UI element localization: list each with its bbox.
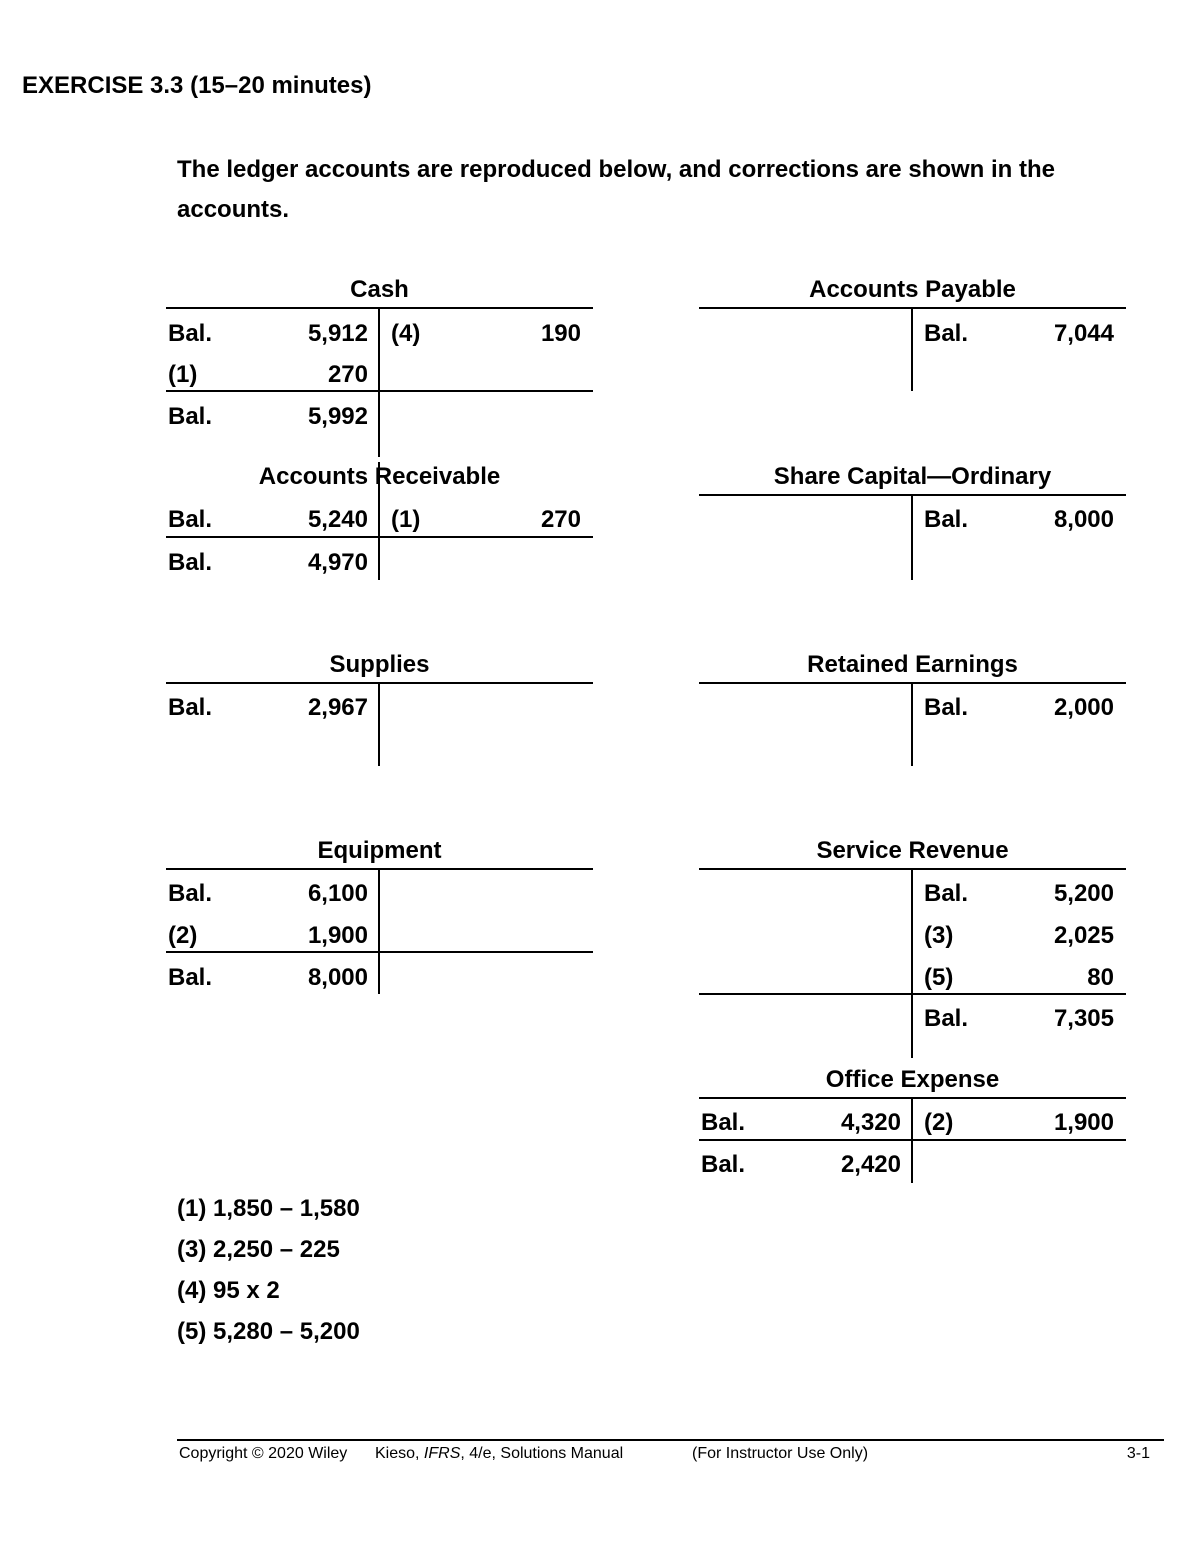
calculation-notes [177, 1188, 360, 1352]
account-title: Supplies [329, 651, 430, 678]
balance-amount: 7,305 [1053, 1005, 1114, 1032]
account-title: Service Revenue [816, 837, 1009, 864]
balance-label: Bal. [924, 1005, 969, 1032]
balance-amount: 4,970 [307, 549, 368, 576]
footer-copyright: Copyright © 2020 Wiley [179, 1445, 348, 1462]
debit-label: (1) [168, 361, 198, 388]
credit-amount: 80 [1087, 964, 1114, 991]
note-line: (4) 95 x 2 [177, 1277, 280, 1304]
t-account-accounts-payable [699, 275, 1126, 393]
t-account-service-revenue [699, 836, 1126, 1060]
t-account-retained-earnings [699, 650, 1126, 768]
debit-amount: 5,912 [307, 320, 368, 347]
credit-amount: 190 [540, 320, 581, 347]
debit-amount: 5,240 [307, 506, 368, 533]
footer-book-edition: , 4/e, Solutions Manual [460, 1445, 624, 1462]
credit-label: (5) [924, 964, 954, 991]
balance-label: Bal. [701, 1151, 746, 1178]
credit-label: Bal. [924, 320, 969, 347]
t-account-office-expense [699, 1065, 1126, 1183]
footer-usage: (For Instructor Use Only) [692, 1445, 869, 1462]
balance-label: Bal. [168, 549, 213, 576]
note-line: (3) 2,250 – 225 [177, 1236, 340, 1263]
debit-label: (2) [168, 922, 198, 949]
debit-amount: 4,320 [840, 1109, 901, 1136]
credit-amount: 2,000 [1053, 694, 1114, 721]
footer-book-title: IFRS [423, 1445, 461, 1462]
debit-label: Bal. [168, 880, 213, 907]
credit-amount: 2,025 [1053, 922, 1114, 949]
credit-label: Bal. [924, 506, 969, 533]
footer-divider [177, 1439, 1164, 1441]
account-title: Equipment [317, 837, 442, 864]
credit-label: (1) [391, 506, 421, 533]
debit-label: Bal. [168, 694, 213, 721]
balance-amount: 5,992 [307, 403, 368, 430]
account-title: Accounts Receivable [258, 463, 501, 490]
t-account-equipment [166, 836, 593, 996]
footer-book [375, 1444, 623, 1464]
debit-amount: 270 [327, 361, 368, 388]
account-title: Cash [350, 276, 409, 303]
credit-amount: 270 [540, 506, 581, 533]
balance-amount: 8,000 [307, 964, 368, 991]
exercise-title: EXERCISE 3.3 (15–20 minutes) [22, 72, 372, 99]
footer-book-author: Kieso, [375, 1445, 424, 1462]
debit-label: Bal. [168, 506, 213, 533]
note-line: (5) 5,280 – 5,200 [177, 1318, 360, 1345]
debit-label: Bal. [168, 320, 213, 347]
credit-amount: 8,000 [1053, 506, 1114, 533]
account-title: Office Expense [825, 1066, 1000, 1093]
account-title: Retained Earnings [807, 651, 1018, 678]
balance-amount: 2,420 [840, 1151, 901, 1178]
debit-label: Bal. [701, 1109, 746, 1136]
t-account-supplies [166, 650, 593, 768]
debit-amount: 1,900 [307, 922, 368, 949]
account-title: Accounts Payable [809, 276, 1016, 303]
balance-label: Bal. [168, 964, 213, 991]
credit-amount: 1,900 [1053, 1109, 1114, 1136]
debit-amount: 2,967 [307, 694, 368, 721]
t-account-cash [166, 275, 593, 457]
account-title: Share Capital—Ordinary [773, 463, 1052, 490]
credit-label: (3) [924, 922, 954, 949]
note-line: (1) 1,850 – 1,580 [177, 1195, 360, 1222]
intro-text: The ledger accounts are reproduced below, and corrections are shown in the accounts. [177, 156, 1055, 223]
footer-page-number: 3-1 [1126, 1445, 1150, 1462]
credit-amount: 5,200 [1053, 880, 1114, 907]
credit-amount: 7,044 [1053, 320, 1114, 347]
credit-label: Bal. [924, 694, 969, 721]
t-account-accounts-receivable [166, 462, 593, 580]
t-account-share-capital [699, 462, 1126, 580]
balance-label: Bal. [168, 403, 213, 430]
debit-amount: 6,100 [307, 880, 368, 907]
credit-label: (4) [391, 320, 421, 347]
credit-label: Bal. [924, 880, 969, 907]
credit-label: (2) [924, 1109, 954, 1136]
